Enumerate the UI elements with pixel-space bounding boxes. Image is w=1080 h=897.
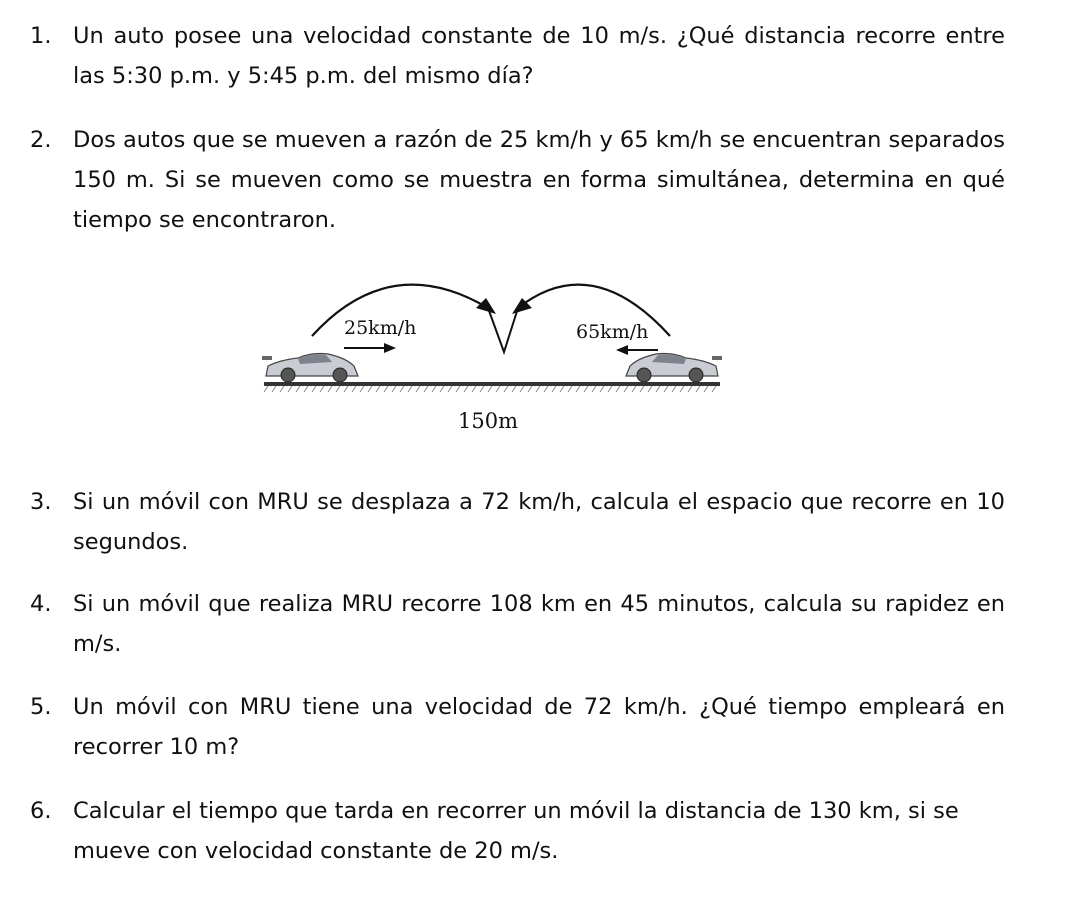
problem-number: 1. xyxy=(30,23,52,49)
problem-number: 5. xyxy=(30,694,52,720)
ground-line xyxy=(264,382,720,386)
right-car xyxy=(626,354,722,383)
problem-2 xyxy=(30,120,1005,240)
problem-text: Calcular el tiempo que tarda en recorrer un móvil la distancia de 130 km, si se mueve con velocidad constante de 20 m/s. xyxy=(73,798,959,864)
problem-6 xyxy=(30,791,1005,871)
problem-3 xyxy=(30,482,1005,562)
right-direction-arrowhead xyxy=(616,345,628,355)
ground-hatching xyxy=(264,386,716,392)
left-speed-label: 25km/h xyxy=(344,317,417,339)
problem-text: Un auto posee una velocidad constante de 10 m/s. ¿Qué distancia recorre entre las 5:30 p.m. y 5:45 p.m. del mismo día? xyxy=(73,23,1005,89)
problem-number: 6. xyxy=(30,798,52,824)
problem-5 xyxy=(30,687,1005,767)
problem-text: Dos autos que se mueven a razón de 25 km/h y 65 km/h se encuentran separados 150 m. Si se mueven como se muestra en forma simultánea, determina en qué tiempo se encontraron. xyxy=(73,127,1005,233)
cars-diagram-svg xyxy=(250,278,730,448)
left-car xyxy=(262,354,358,383)
problem-4 xyxy=(30,584,1005,664)
left-direction-arrowhead xyxy=(384,343,396,353)
problem-text: Si un móvil con MRU se desplaza a 72 km/h, calcula el espacio que recorre en 10 segundos. xyxy=(73,489,1005,555)
problem-number: 3. xyxy=(30,489,52,515)
distance-label: 150m xyxy=(458,409,518,433)
problem-text: Si un móvil que realiza MRU recorre 108 km en 45 minutos, calcula su rapidez en m/s. xyxy=(73,591,1005,657)
problem-text: Un móvil con MRU tiene una velocidad de 72 km/h. ¿Qué tiempo empleará en recorrer 10 m? xyxy=(73,694,1005,760)
left-arc-arrowhead xyxy=(476,298,496,314)
cars-diagram xyxy=(250,278,730,448)
right-speed-label: 65km/h xyxy=(576,321,649,343)
problem-number: 2. xyxy=(30,127,52,153)
problem-number: 4. xyxy=(30,591,52,617)
problem-1 xyxy=(30,16,1005,96)
meeting-point-mark xyxy=(488,308,518,352)
